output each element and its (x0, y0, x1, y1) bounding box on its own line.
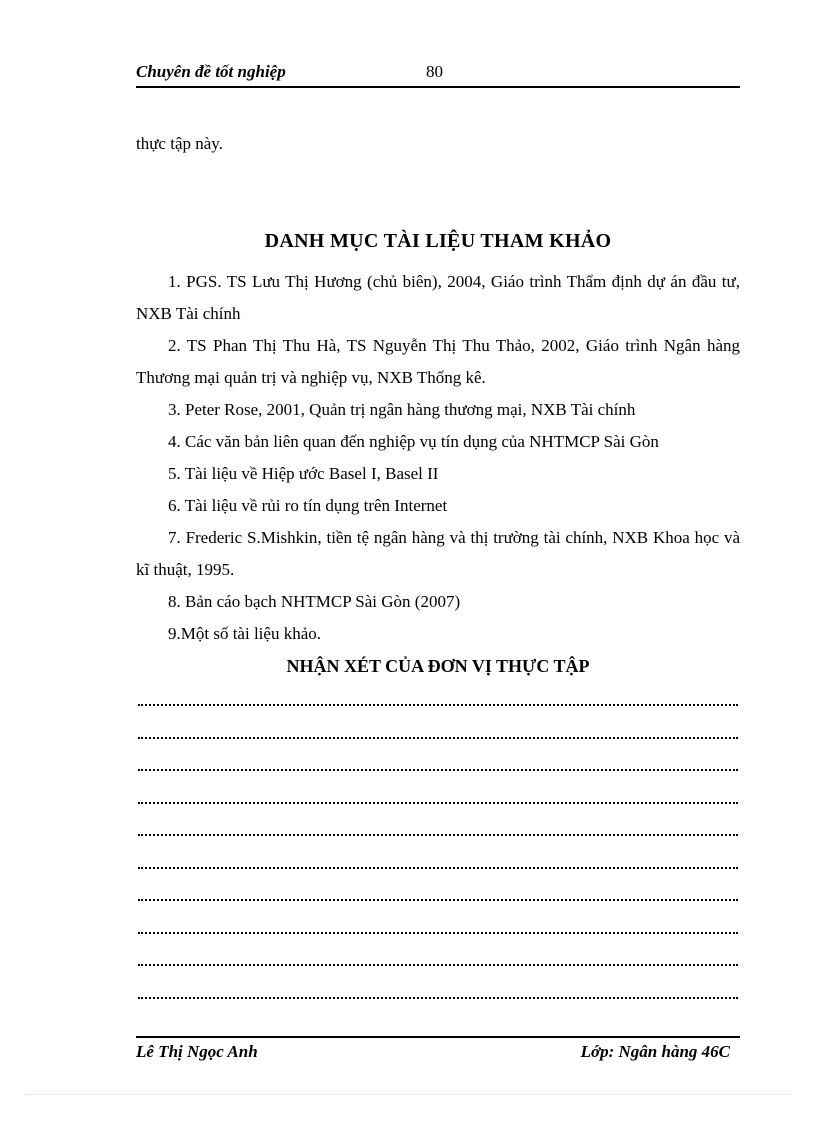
dotted-line (138, 790, 738, 823)
dotted-line (138, 692, 738, 725)
dotted-line (138, 887, 738, 920)
page-bottom-divider (24, 1094, 792, 1095)
dotted-line (138, 855, 738, 888)
dotted-line (138, 822, 738, 855)
reference-list (136, 266, 740, 650)
dotted-line (138, 920, 738, 953)
evaluation-heading: NHẬN XÉT CỦA ĐƠN VỊ THỰC TẬP (286, 656, 590, 676)
references-heading: DANH MỤC TÀI LIỆU THAM KHẢO (264, 230, 612, 252)
reference-item-6: 6. Tài liệu về rủi ro tín dụng trên Internet (168, 496, 448, 515)
reference-item-1: 1. PGS. TS Lưu Thị Hương (chủ biên), 2004, Giáo trình Thẩm định dự án đầu tư, NXB Tài chính (136, 272, 740, 323)
page-number: 80 (426, 62, 443, 81)
reference-item-2: 2. TS Phan Thị Thu Hà, TS Nguyễn Thị Thu Thảo, 2002, Giáo trình Ngân hàng Thương mại quản trị và nghiệp vụ, NXB Thống kê. (136, 336, 740, 387)
reference-item-7: 7. Frederic S.Mishkin, tiền tệ ngân hàng và thị trường tài chính, NXB Khoa học và kĩ thuật, 1995. (136, 528, 740, 579)
footer-class: Lớp: Ngân hàng 46C (580, 1042, 730, 1061)
reference-item-8: 8. Bản cáo bạch NHTMCP Sài Gòn (2007) (168, 592, 461, 611)
evaluation-lines (138, 692, 738, 1017)
reference-item-4: 4. Các văn bản liên quan đến nghiệp vụ tín dụng của NHTMCP Sài Gòn (168, 432, 659, 451)
dotted-line (138, 985, 738, 1018)
page-header (136, 60, 740, 88)
dotted-line (138, 952, 738, 985)
dotted-line (138, 757, 738, 790)
reference-item-9: 9.Một số tài liệu khảo. (168, 624, 321, 643)
continuation-text: thực tập này. (136, 134, 223, 153)
footer-author: Lê Thị Ngọc Anh (136, 1042, 258, 1061)
dotted-line (138, 725, 738, 758)
header-title: Chuyên đề tốt nghiệp (136, 62, 286, 81)
footer-rule (136, 1036, 740, 1038)
reference-item-3: 3. Peter Rose, 2001, Quản trị ngân hàng thương mại, NXB Tài chính (168, 400, 636, 419)
reference-item-5: 5. Tài liệu về Hiệp ước Basel I, Basel II (168, 464, 439, 483)
